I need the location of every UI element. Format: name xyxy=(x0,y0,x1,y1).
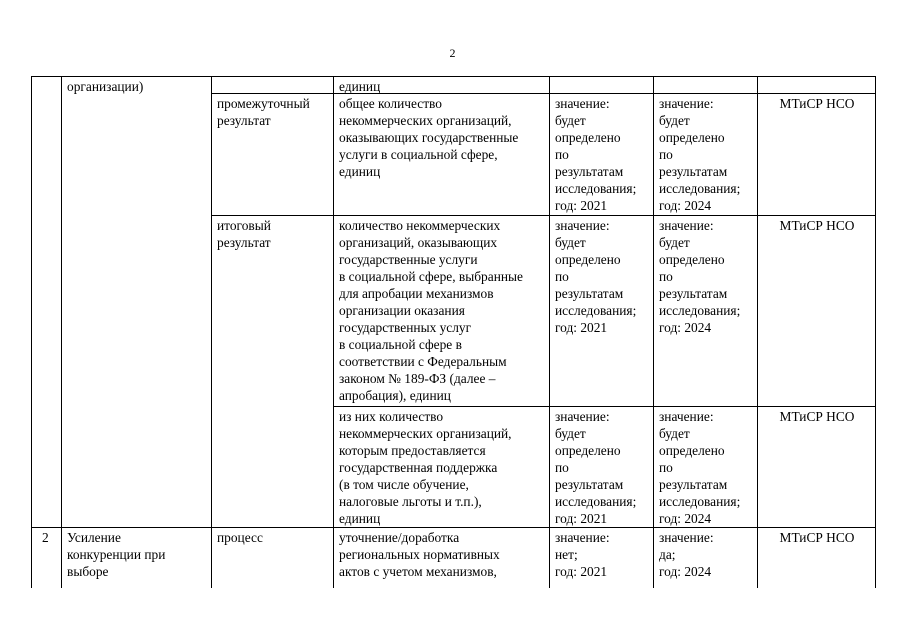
cell-task-name: Усиление конкуренции при выборе xyxy=(67,530,166,579)
cell-responsible: МТиСР НСО xyxy=(779,530,855,545)
page-number: 2 xyxy=(449,46,456,60)
cell-indicator-continued: единиц xyxy=(339,79,381,94)
table-border-top xyxy=(31,76,876,77)
cell-target-value: значение: да; год: 2024 xyxy=(659,530,714,579)
row-divider xyxy=(211,93,876,94)
column-divider xyxy=(61,76,62,588)
column-divider xyxy=(653,76,654,588)
column-divider xyxy=(211,76,212,588)
cell-indicator: из них количество некоммерческих организаций, которым предоставляется государственная поддержка (в том числе обучение, налоговые льготы и т.п.), единиц xyxy=(339,409,512,526)
cell-target-value: значение: будет определено по результатам исследования; год: 2024 xyxy=(659,409,741,526)
cell-baseline-value: значение: будет определено по результатам исследования; год: 2021 xyxy=(555,218,637,335)
column-divider xyxy=(549,76,550,588)
table-border-left xyxy=(31,76,32,588)
column-divider xyxy=(333,76,334,588)
table-border-right xyxy=(875,76,876,588)
cell-indicator: количество некоммерческих организаций, оказывающих государственные услуги в социальной сфере, выбранные для апробации механизмов организации оказания государственных услуг в социальной сфере в соответствии с Федеральным законом № 189-ФЗ (далее – апробация), единиц xyxy=(339,218,523,403)
column-divider xyxy=(757,76,758,588)
cell-result-type: процесс xyxy=(217,530,263,545)
cell-baseline-value: значение: будет определено по результатам исследования; год: 2021 xyxy=(555,409,637,526)
cell-org-name-continued: организации) xyxy=(67,79,144,94)
cell-baseline-value: значение: нет; год: 2021 xyxy=(555,530,610,579)
cell-target-value: значение: будет определено по результатам исследования; год: 2024 xyxy=(659,218,741,335)
row-divider xyxy=(211,215,876,216)
cell-result-type-final: итоговый результат xyxy=(217,218,271,250)
row-divider xyxy=(333,406,876,407)
cell-indicator: общее количество некоммерческих организаций, оказывающих государственные услуги в социальной сфере, единиц xyxy=(339,96,519,179)
cell-indicator: уточнение/доработка региональных нормативных актов с учетом механизмов, xyxy=(339,530,500,579)
cell-target-value: значение: будет определено по результатам исследования; год: 2024 xyxy=(659,96,741,213)
cell-baseline-value: значение: будет определено по результатам исследования; год: 2021 xyxy=(555,96,637,213)
cell-result-type-intermediate: промежуточный результат xyxy=(217,96,310,128)
cell-row-number: 2 xyxy=(42,530,49,545)
cell-responsible: МТиСР НСО xyxy=(779,409,855,424)
cell-responsible: МТиСР НСО xyxy=(779,218,855,233)
row-divider xyxy=(31,527,876,528)
cell-responsible: МТиСР НСО xyxy=(779,96,855,111)
